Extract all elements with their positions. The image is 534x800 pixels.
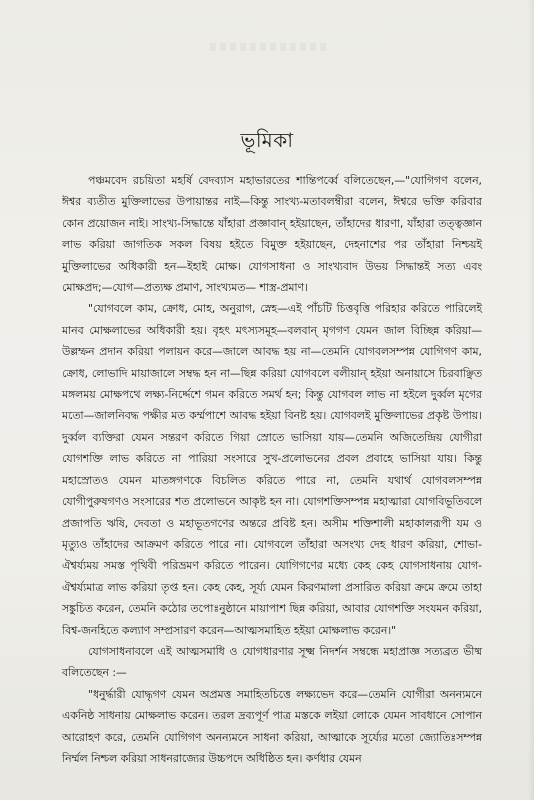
- paragraph-intro: পঞ্চমবেদ রচয়িতা মহর্ষি বেদব্যাস মহাভারতের শান্তিপর্ব্বে বলিতেছেন,—"যোগিগণ বলেন, ঈশ্বর ব্যতীত মুক্তিলাভের উপায়ান্তর নাই—কিন্তু সাংখ্য-মতাবলম্বীরা বলেন, ঈশ্বরে ভক্তি করিবার কোন প্রয়োজন নাই। সাংখ্য-সিদ্ধান্তে যাঁহারা প্রজ্ঞাবান্ হইয়াছেন, তাঁহাদের ধারণা, যাঁহারা তত্ত্বজ্ঞান লাভ করিয়া জাগতিক সকল বিষয় হইতে বিমুক্ত হইয়াছেন, দেহনাশের পর তাঁহারা নিশ্চয়ই মুক্তিলাভের অধিকারী হন—ইহাই মোক্ষ। যোগসাধনা ও সাংখ্যবাদ উভয় সিদ্ধান্তই সত্য এবং মোক্ষপ্রদ;—যোগ—প্রত্যক্ষ প্রমাণ, সাংখ্যমত— শাস্ত্র-প্রমাণ।: [62, 174, 482, 295]
- paragraph-bhishma-intro: যোগসাধনাবলে এই আত্মসমাধি ও যোগধারণার সূক্ষ্ম নিদর্শন সম্বন্ধে মহাপ্রাজ্ঞ সত্যব্রত ভীষ্ম বলিতেছেন :—: [62, 644, 482, 680]
- page-body: [62, 170, 482, 769]
- paragraph-bhishma-quote: "ধনুর্দ্ধারী যোদ্ধৃগণ যেমন অপ্রমত্ত সমাহিতচিত্তে লক্ষ্যভেদ করে—তেমনি যোগীরা অনন্যমনে একনিষ্ঠ সাধনায় মোক্ষলাভ করেন। তরল দ্রব্যপূর্ণ পাত্র মস্তকে লইয়া লোকে যেমন সাবধানে সোপান আরোহণ করে, তেমনি যোগিগণ অনন্যমনে সাধনা করিয়া, আত্মাকে সূর্য্যের মতো জ্যোতিঃসম্পন্ন নির্ম্মল নিশ্চল করিয়া সাধনরাজ্যের উচ্চপদে অধিষ্ঠিত হন। কর্ণধার যেমন: [62, 687, 482, 765]
- page-title: ভূমিকা: [240, 128, 294, 152]
- running-head-bleedthrough: [210, 43, 330, 51]
- page-edge-shadow: [528, 0, 534, 800]
- paragraph-yogabala-quote: "যোগবলে কাম, ক্রোধ, মোহ, অনুরাগ, স্নেহ—এই পাঁচটি চিত্তবৃত্তি পরিহার করিতে পারিলেই মানব মোক্ষলাভের অধিকারী হয়। বৃহৎ মৎস্যসমূহ—বলবান্ মৃগগণ যেমন জাল বিচ্ছিন্ন করিয়া—উল্লম্ফন প্রদান করিয়া পলায়ন করে—জালে আবদ্ধ হয় না—তেমনি যোগবলসম্পন্ন যোগিগণ কাম, ক্রোধ, লোভাদি মায়াজালে সম্বদ্ধ হন না—ছিন্ন করিয়া যোগবলে বলীয়ান্ হইয়া অনায়াসে চিরবাঞ্ছিত মঙ্গলময় মোক্ষপথে লক্ষ্য-নির্দ্দেশে গমন করিতে সমর্থ হন; কিন্তু যোগবল লাভ না হইলে দুর্ব্বল মৃগের মতো—জালনিবদ্ধ পক্ষীর মত কর্ম্মপাশে আবদ্ধ হইয়া বিনষ্ট হয়। যোগবলই মুক্তিলাভের প্রকৃষ্ট উপায়। দুর্ব্বল ব্যক্তিরা যেমন সন্তরণ করিতে গিয়া স্রোতে ভাসিয়া যায়—তেমনি অজিতেন্দ্রিয় যোগীরা যোগশক্তি লাভ করিতে না পারিয়া সংসারে সুখ-প্রলোভনের প্রবল প্রবাহে ভাসিয়া যায়। কিন্তু মহাস্রোতও যেমন মাতঙ্গগণকে বিচলিত করিতে পারে না, তেমনি যথার্থ যোগবলসম্পন্ন যোগীপুরুষগণও সংসারের শত প্রলোভনে আকৃষ্ট হন না। যোগশক্তিসম্পন্ন মহাত্মারা যোগবিভূতিবলে প্রজাপতি ঋষি, দেবতা ও মহাভূতগণের অন্তরে প্রবিষ্ট হন। অসীম শক্তিশালী মহাকালরূপী যম ও মৃত্যুও তাঁহাদের আক্রমণ করিতে পারে না। যোগবলে তাঁহারা অসংখ্য দেহ ধারণ করিয়া, শোভা-ঐশ্বর্য্যময় সমস্ত পৃথিবী পরিভ্রমণ করিতে পারেন। যোগিগণের মধ্যে কেহ কেহ যোগসাধনায় যোগ-ঐশ্বর্য্যমাত্র লাভ করিয়া তৃপ্ত হন। কেহ কেহ, সূর্য্য যেমন কিরণমালা প্রসারিত করিয়া ক্রমে ক্রমে তাহা সঙ্কুচিত করেন, তেমনি কঠোর তপোঃনুষ্ঠানে মায়াপাশ ছিন্ন করিয়া, আবার যোগশক্তি সংযমন করিয়া, বিশ্ব-জনহিতে কল্যাণ সম্প্রসারণ করেন—আত্মসমাহিত হইয়া মোক্ষলাভ করেন।": [62, 302, 482, 637]
